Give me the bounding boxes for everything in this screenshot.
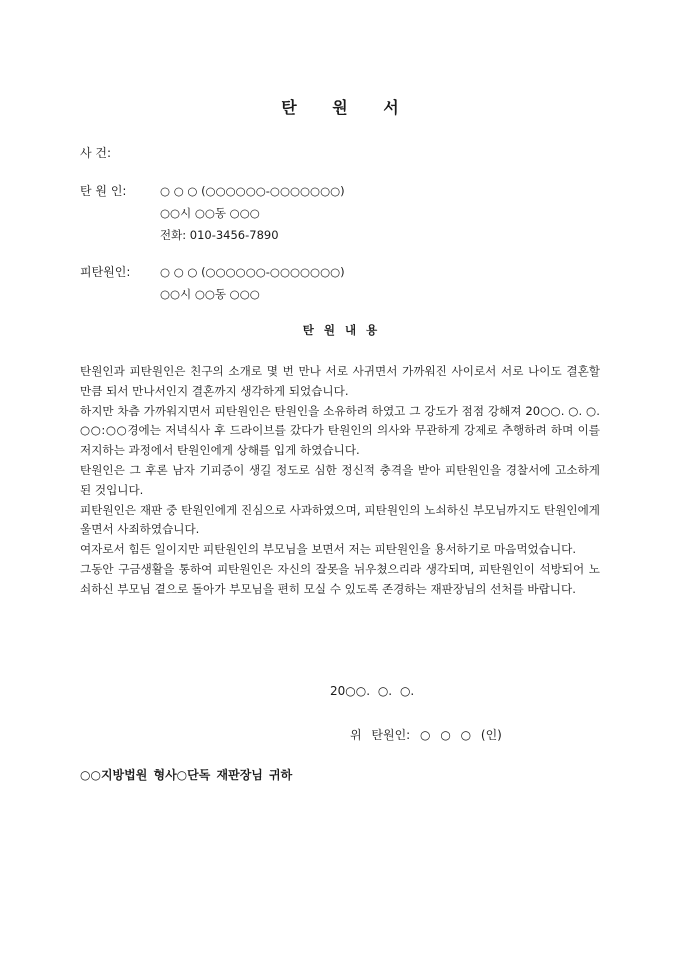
paragraph: 하지만 차츰 가까워지면서 피탄원인은 탄원인을 소유하려 하였고 그 강도가 점점 강해져 20○○. ○. ○. ○○:○○경에는 저녁식사 후 드라이브를 갔다가 탄원인의 의사와 무관하게 강제로 추행하려 하며 이를 저지하는 과정에서 탄원인에게 상해를 입게 하였습니다. [80,403,600,458]
respondent-address: ○○시 ○○동 ○○○ [160,287,260,301]
petition-body [80,362,600,600]
paragraph: 그동안 구금생활을 통하여 피탄원인은 자신의 잘못을 뉘우쳤으리라 생각되며, 피탄원인이 석방되어 노쇠하신 부모님 곁으로 돌아가 부모님을 편히 모실 수 있도록 존경하는 재판장님의 선처를 바랍니다. [80,561,600,596]
document-title: 탄 원 서 [281,98,399,117]
respondent-name: ○ ○ ○ (○○○○○○-○○○○○○○) [160,265,345,279]
case-label: 사 건: [80,146,112,160]
petition-date: 20○○. ○. ○. [330,684,415,698]
petitioner-name: ○ ○ ○ (○○○○○○-○○○○○○○) [160,184,345,198]
signer-line: 위 탄원인: ○ ○ ○ (인) [350,728,502,742]
paragraph: 탄원인과 피탄원인은 친구의 소개로 몇 번 만나 서로 사귀면서 가까워진 사이로서 서로 나이도 결혼할 만큼 되서 만나서인지 결혼까지 생각하게 되었습니다. [80,364,600,398]
petitioner-label: 탄 원 인: [80,184,127,198]
respondent-label: 피탄원인: [80,265,131,279]
petitioner-address: ○○시 ○○동 ○○○ [160,206,260,220]
paragraph: 탄원인은 그 후론 남자 기피증이 생길 정도로 심한 정신적 충격을 받아 피탄원인을 경찰서에 고소하게 된 것입니다. [80,462,600,497]
section-title: 탄 원 내 용 [302,323,378,337]
addressee: ○○지방법원 형사○단독 재판장님 귀하 [80,768,293,782]
paragraph: 여자로서 힘든 일이지만 피탄원인의 부모님을 보면서 저는 피탄원인을 용서하기로 마음먹었습니다. [80,542,577,557]
paragraph: 피탄원인은 재판 중 탄원인에게 진심으로 사과하였으며, 피탄원인의 노쇠하신 부모님까지도 탄원인에게 울면서 사죄하였습니다. [80,502,600,537]
petitioner-phone: 전화: 010-3456-7890 [160,228,279,242]
